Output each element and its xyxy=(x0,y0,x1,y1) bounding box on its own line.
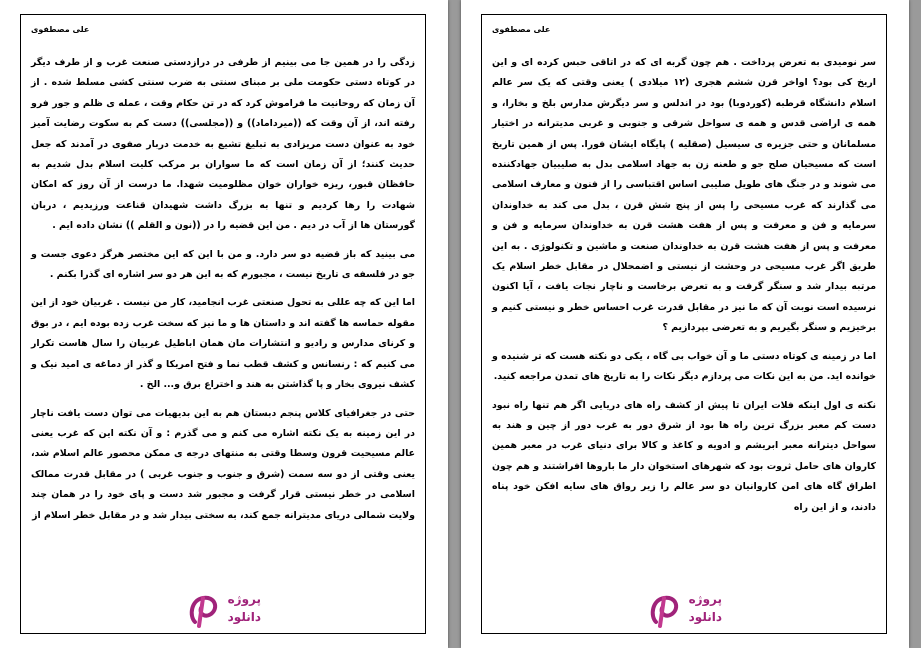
page-border xyxy=(20,14,426,634)
document-page-right xyxy=(461,0,909,648)
author-header: علی مصطفوی xyxy=(492,25,551,34)
logo-swirl-icon xyxy=(187,592,221,628)
paragraph: سر نومیدی به تعرض پرداخت . هم چون گربه ای که در اتاقی حبس کرده ای و این اریخ کی بود؟ اواخر قرن ششم هجری (۱۲ میلادی ) یعنی وقتی که یک سر عالم اسلام دانشگاه قرطبه (کوردوبا) بود در اندلس و سر دیگرش مدارس بلخ و بخارا، و همه ی اراضی قدس و همه ی سواحل شرقی و جنوبی و غربی مدیترانه در اختیار مسلمانان و حتی جزیره ی سیسیل (صقلیه ) پایگاه ایشان فورا. پس از همین تاریخ است که مسیحیان صلح جو و طعنه زن به جهاد اسلامی بدل به صلیبیان جهادکننده می شوند و در جنگ های طویل صلیبی اساس اقتباسی را از فنون و معارف اسلامی می گذارند که غرب مسیحی را پس از پنج شش قرن ، بدل می کند به خداوندان سرمایه و فن و معرفت و پس از هفت هشت قرن به خداوندان سرمایه و فن و معرفت و پس از هفت هشت قرن به خداوندان صنعت و ماشین و تکنولوژی . به این طریق اگر غرب مسیحی در وحشت از نیستی و اضمحلال در مقابل خطر اسلام یک مرتبه بیدار شد و سنگر گرفت و به تعرض برخاست و ناچار نجات یافت ، آیا اکنون نرسیده است نوبت آن که ما نیز در مقابل قدرت غرب احساس خطر و نیستی کنیم و برخیزیم و سنگر بگیریم و به تعرضی بپردازیم ؟ xyxy=(492,57,876,334)
paragraph: نکته ی اول اینکه فلات ایران تا پیش از کشف راه های دریایی اگر هم تنها راه نبود دست کم معبر بزرگ ترین راه ها بود از شرق دور به غرب دور از چین و هند به سواحل دیترانه معبر ابریشم و ادویه و کاغذ و کالا برای دنیای غرب در معبر همین کاروان های حامل ثروت بود که شهرهای استخوان دار ما باروها افراشتند و هم چون اطراق گاه های امن کاروانیان دو سر عالم را زیر رواق های سایه افکن خود پناه دادند، و از این راه xyxy=(492,399,876,513)
author-header: علی مصطفوی xyxy=(31,25,90,34)
paragraph: اما این که چه عللی به تحول صنعتی غرب انجامید، کار من نیست . غربیان خود از این مقوله حماسه ها گفته اند و داستان ها و ما نیز که سخت غرب زده بوده ایم ، در بوق و کرنای مدارس و رادیو و انتشارات مان همان اباطیل غربیان را سال هاست تکرار می کنیم که : رنسانس و کشف قطب نما و فتح امریکا و گذر از دماغه ی امید نیک و کشف نیروی بخار و پا گذاشتن به هند و اختراع برق و... الخ . xyxy=(31,297,415,391)
logo-text-top: پروژه xyxy=(227,592,261,606)
logo-text-bottom: دانلود xyxy=(227,610,261,624)
logo-swirl-icon xyxy=(648,592,682,628)
paragraph: زدگی را در همین جا می بینیم از طرفی در درازدستی صنعت غرب و از طرف دیگر در کوتاه دستی حکومت ملی بر مبنای سنتی به ضرب سنتی کشی مسلط شده . از آن زمان که روحانیت ما فراموش کرد که در تن حکام وقت ، عمله ی ظلم و جور فرو رفته اند، از آن وقت که ((میرداماد)) و ((مجلسی)) دست کم به سکوت رضایت آمیز خود به عنوان دست مریزادی به تبلیغ تشیع به خدمت دربار صفوی در آمدند که جعل حدیث کنند؛ از آن زمان است که ما سواران بر مرکب کلیت اسلام بدل شدیم به حافظان قبور، ریزه خواران خوان مظلومیت شهدا. ما درست از آن روز که امکان شهادت را رها کردیم و تنها به بزرگ داشت شهیدان قناعت ورزیدیم ، دربان گورستان ها از آب در دیم . من این قضیه را در ((نون و القلم )) نشان داده ایم . xyxy=(31,57,415,232)
paragraph: اما در زمینه ی کوتاه دستی ما و آن خواب بی گاه ، یکی دو نکته هست که تر شنیده و خوانده اید. من به این نکات می پردازم دیگر نکات را به تاریخ های تمدن مراجعه کنید. xyxy=(492,350,876,383)
document-page-left xyxy=(0,0,448,648)
paragraph: حتی در جغرافیای کلاس پنجم دبستان هم به این بدیهیات می توان دست یافت ناچار در این زمینه به یک نکته اشاره می کنم و می گذرم : و آن نکته این که غرب یعنی عالم مسیحیت قرون وسطا وقتی به منتهای درجه ی ممکن محصور عالم اسلام شد، یعنی وقتی از دو سه سمت (شرق و جنوب و جنوب غربی ) در مقابل قدرت ممالک اسلامی در خطر نیستی قرار گرفت و مجبور شد دست و پای خود را در همان چند ولایت شمالی دریای مدیترانه جمع کند، به سختی بیدار شد و در مقابل خطر اسلام از xyxy=(31,407,415,521)
page-border xyxy=(481,14,887,634)
paragraph: می بینید که باز قضیه دو سر دارد. و من با این که این مختصر هرگز دعوی جست و جو در فلسفه ی تاریخ نیست ، مجبورم که به این هر دو سر اشاره ای گذرا بکنم . xyxy=(31,248,415,281)
page-body-text xyxy=(492,53,876,526)
logo-text-top: پروژه xyxy=(688,592,722,606)
watermark-logo xyxy=(187,588,261,632)
logo-text-bottom: دانلود xyxy=(688,610,722,624)
page-body-text xyxy=(31,53,415,534)
watermark-logo xyxy=(648,588,722,632)
